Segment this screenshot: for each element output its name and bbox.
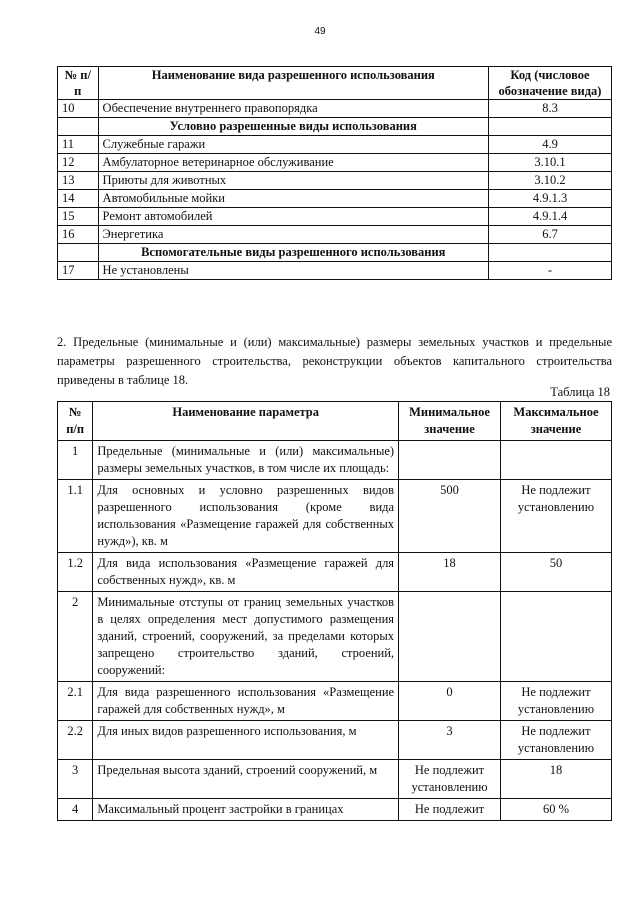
- table-row: [58, 154, 612, 172]
- row-num: 13: [58, 172, 99, 190]
- table-row: [58, 136, 612, 154]
- row-max: Не подлежит установлению: [500, 682, 611, 721]
- row-num: 15: [58, 208, 99, 226]
- row-name: Обеспечение внутреннего правопорядка: [98, 100, 488, 118]
- header-num: № п/ п: [58, 67, 99, 100]
- section-title: Условно разрешенные виды использования: [98, 118, 488, 136]
- table-row: [58, 262, 612, 280]
- section-row: [58, 244, 612, 262]
- table-row: [58, 100, 612, 118]
- row-num: 2.1: [58, 682, 93, 721]
- table-caption: Таблица 18: [550, 385, 610, 399]
- header-min: Минимальное значение: [399, 402, 501, 441]
- row-name: Амбулаторное ветеринарное обслуживание: [98, 154, 488, 172]
- row-name: Максимальный процент застройки в границах: [93, 799, 399, 821]
- table-header-row: [58, 402, 612, 441]
- table-row: [58, 799, 612, 821]
- row-code: 6.7: [489, 226, 612, 244]
- row-code: 3.10.2: [489, 172, 612, 190]
- row-code: -: [489, 262, 612, 280]
- row-min: 0: [399, 682, 501, 721]
- row-name: Ремонт автомобилей: [98, 208, 488, 226]
- header-name: Наименование параметра: [93, 402, 399, 441]
- row-num: 10: [58, 100, 99, 118]
- row-name: Предельные (минимальные и (или) максимальные) размеры земельных участков, в том числе их площадь:: [93, 441, 399, 480]
- row-code: 4.9.1.4: [489, 208, 612, 226]
- row-num: 1.2: [58, 553, 93, 592]
- row-min: [399, 441, 501, 480]
- page-number: 49: [314, 26, 326, 37]
- permitted-use-table: [57, 66, 612, 280]
- row-name: Для основных и условно разрешенных видов разрешенного использования (кроме вида использования «Размещение гаражей для собственных нужд»), кв. м: [93, 480, 399, 553]
- table-row: [58, 190, 612, 208]
- row-min: [399, 592, 501, 682]
- row-code: 4.9.1.3: [489, 190, 612, 208]
- row-code: 3.10.1: [489, 154, 612, 172]
- row-num: 16: [58, 226, 99, 244]
- row-min: Не подлежит: [399, 799, 501, 821]
- row-num: 4: [58, 799, 93, 821]
- row-name: Минимальные отступы от границ земельных участков в целях определения мест допустимого размещения зданий, строений, сооружений, за пределами которых запрещено строительство зданий, строений, сооружений:: [93, 592, 399, 682]
- header-max: Максимальное значение: [500, 402, 611, 441]
- row-num: 12: [58, 154, 99, 172]
- table-row: [58, 721, 612, 760]
- table-row: [58, 208, 612, 226]
- row-name: Для вида использования «Размещение гаражей для собственных нужд», кв. м: [93, 553, 399, 592]
- row-num: 11: [58, 136, 99, 154]
- section-title: Вспомогательные виды разрешенного использования: [98, 244, 488, 262]
- table-row: [58, 226, 612, 244]
- header-num: № п/п: [58, 402, 93, 441]
- row-code: 8.3: [489, 100, 612, 118]
- row-name: Приюты для животных: [98, 172, 488, 190]
- table-row: [58, 441, 612, 480]
- header-name: Наименование вида разрешенного использования: [98, 67, 488, 100]
- row-name: Автомобильные мойки: [98, 190, 488, 208]
- row-name: Не установлены: [98, 262, 488, 280]
- table-row: [58, 760, 612, 799]
- header-code: Код (числовое обозначение вида): [489, 67, 612, 100]
- row-num: 3: [58, 760, 93, 799]
- row-max: 50: [500, 553, 611, 592]
- row-max: [500, 592, 611, 682]
- table-header-row: [58, 67, 612, 100]
- row-min: Не подлежит установлению: [399, 760, 501, 799]
- row-max: Не подлежит установлению: [500, 721, 611, 760]
- table-row: [58, 480, 612, 553]
- row-name: Служебные гаражи: [98, 136, 488, 154]
- section-row: [58, 118, 612, 136]
- row-max: [500, 441, 611, 480]
- table-row: [58, 172, 612, 190]
- row-num: 1: [58, 441, 93, 480]
- row-max: Не подлежит установлению: [500, 480, 611, 553]
- table-row: [58, 553, 612, 592]
- row-min: 18: [399, 553, 501, 592]
- row-num: 1.1: [58, 480, 93, 553]
- paragraph-2: 2. Предельные (минимальные и (или) максимальные) размеры земельных участков и предельные параметры разрешенного строительства, реконструкции объектов капитального строительства приведены в таблице 18.: [57, 335, 612, 387]
- parameters-table: [57, 401, 612, 821]
- row-num: 2.2: [58, 721, 93, 760]
- row-code: 4.9: [489, 136, 612, 154]
- row-num: 17: [58, 262, 99, 280]
- table-row: [58, 682, 612, 721]
- row-name: Предельная высота зданий, строений сооружений, м: [93, 760, 399, 799]
- row-max: 18: [500, 760, 611, 799]
- row-min: 3: [399, 721, 501, 760]
- row-max: 60 %: [500, 799, 611, 821]
- row-name: Энергетика: [98, 226, 488, 244]
- row-name: Для иных видов разрешенного использования, м: [93, 721, 399, 760]
- row-min: 500: [399, 480, 501, 553]
- row-name: Для вида разрешенного использования «Размещение гаражей для собственных нужд», м: [93, 682, 399, 721]
- table-row: [58, 592, 612, 682]
- row-num: 2: [58, 592, 93, 682]
- row-num: 14: [58, 190, 99, 208]
